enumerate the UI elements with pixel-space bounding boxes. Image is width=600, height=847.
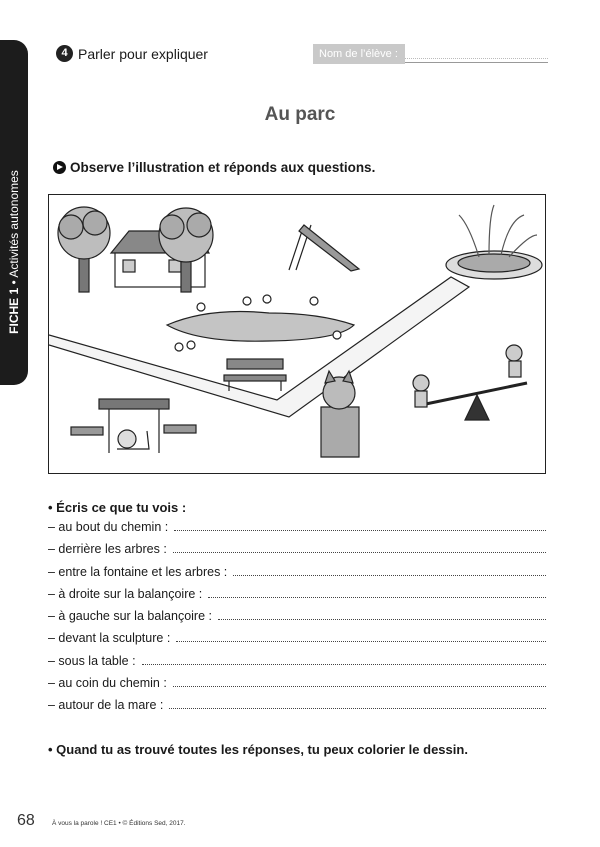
- question-label: – autour de la mare :: [48, 698, 164, 713]
- answer-line[interactable]: [173, 542, 546, 553]
- answer-line[interactable]: [169, 698, 546, 709]
- question-label: – entre la fontaine et les arbres :: [48, 564, 228, 579]
- answer-line[interactable]: [176, 631, 546, 642]
- activity-header: [56, 45, 208, 62]
- fiche-label: FICHE 1: [7, 287, 21, 334]
- bench-icon: [224, 359, 286, 391]
- question-row: [48, 542, 546, 564]
- child-icon: [506, 345, 522, 377]
- answer-line[interactable]: [218, 609, 546, 620]
- student-name-field[interactable]: [405, 58, 548, 59]
- answer-line[interactable]: [208, 587, 546, 598]
- side-tab-bullet: •: [7, 280, 21, 285]
- questions-heading: • Écris ce que tu vois :: [48, 500, 187, 515]
- seesaw-icon: [421, 383, 527, 420]
- question-label: – au bout du chemin :: [48, 520, 169, 534]
- fountain-icon: [446, 205, 542, 279]
- final-note: • Quand tu as trouvé toutes les réponses, tu peux colorier le dessin.: [48, 742, 468, 757]
- cat-sculpture-icon: [321, 371, 359, 457]
- question-row: [48, 631, 546, 653]
- question-label: – derrière les arbres :: [48, 542, 167, 557]
- student-name-label: Nom de l’élève :: [313, 44, 405, 64]
- questions-list: [48, 520, 546, 721]
- side-tab: [0, 40, 28, 385]
- question-row: [48, 520, 546, 542]
- snail-icon: [117, 430, 149, 449]
- park-illustration: [48, 194, 546, 474]
- question-label: – à gauche sur la balançoire :: [48, 609, 212, 624]
- answer-line[interactable]: [174, 520, 546, 531]
- page-title: Au parc: [264, 104, 336, 125]
- question-label: – au coin du chemin :: [48, 676, 167, 691]
- question-row: [48, 676, 546, 698]
- child-icon: [413, 375, 429, 407]
- activity-number: 4: [56, 45, 73, 62]
- side-tab-text: [7, 170, 21, 334]
- play-icon: [53, 161, 66, 174]
- instruction: [53, 160, 375, 175]
- answer-line[interactable]: [173, 676, 546, 687]
- tree-icon: [58, 207, 110, 292]
- slide-icon: [289, 225, 359, 271]
- instruction-text: Observe l’illustration et réponds aux questions.: [70, 160, 376, 175]
- question-label: – devant la sculpture :: [48, 631, 171, 646]
- page-number: 68: [17, 812, 35, 829]
- path-icon: [49, 277, 469, 417]
- answer-line[interactable]: [233, 565, 546, 576]
- question-row: [48, 654, 546, 676]
- question-row: [48, 698, 546, 720]
- answer-line[interactable]: [142, 654, 546, 665]
- footer-credit: À vous la parole ! CE1 • © Éditions Sed, 2017.: [52, 820, 186, 827]
- pond-icon: [167, 312, 354, 342]
- question-row: [48, 565, 546, 587]
- student-name-underline: [405, 62, 548, 63]
- section-label: Activités autonomes: [7, 170, 21, 278]
- question-row: [48, 609, 546, 631]
- question-label: – sous la table :: [48, 653, 136, 668]
- question-row: [48, 587, 546, 609]
- activity-title: Parler pour expliquer: [78, 45, 208, 62]
- question-label: – à droite sur la balançoire :: [48, 586, 203, 601]
